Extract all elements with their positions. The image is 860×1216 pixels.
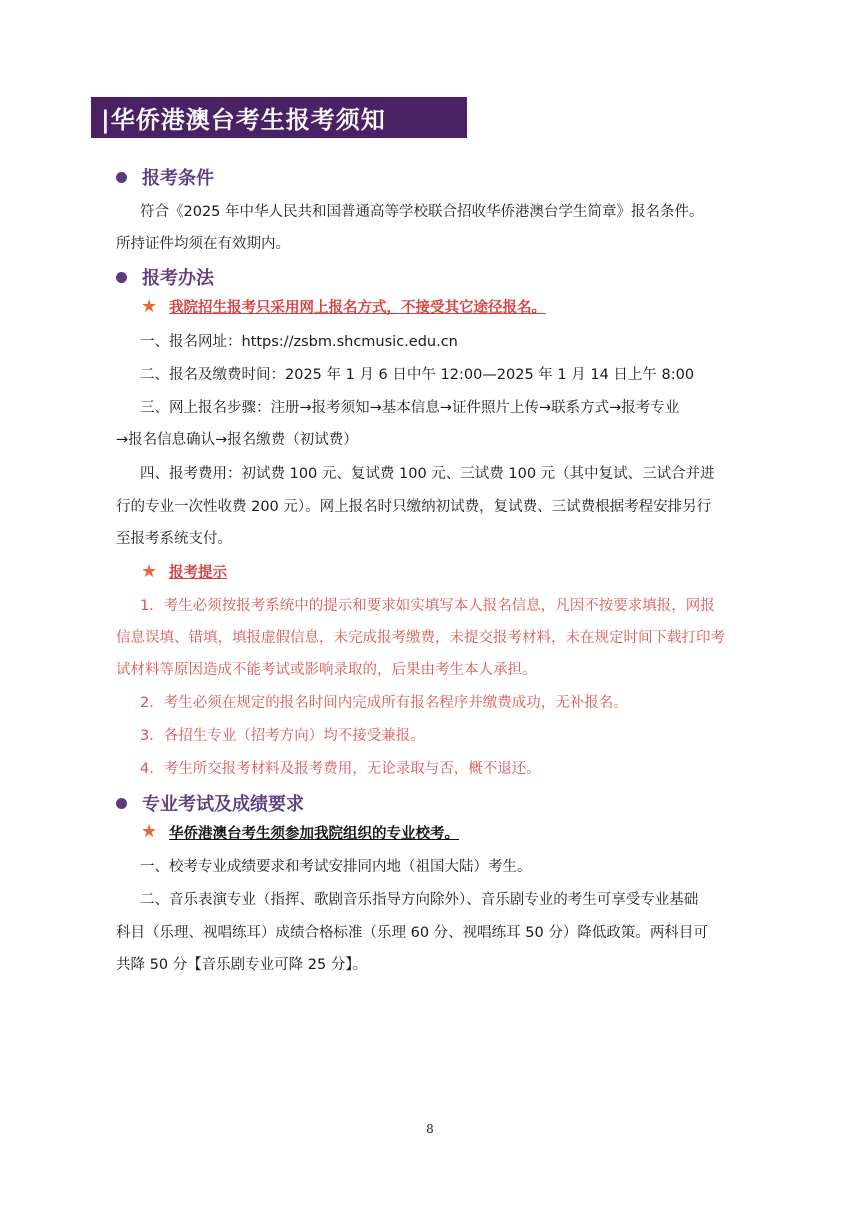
- section-heading-methods: 报考办法: [116, 264, 214, 290]
- paragraph-line: 一、报名网址：https://zsbm.shcmusic.edu.cn: [140, 334, 458, 350]
- paragraph-line: 三、网上报名步骤：注册→报考须知→基本信息→证件照片上传→联系方式→报考专业: [140, 400, 680, 416]
- tip-line: 4．考生所交报考材料及报考费用，无论录取与否，概不退还。: [140, 761, 541, 777]
- star-icon: ★: [141, 821, 158, 842]
- page-title: |华侨港澳台考生报考须知: [101, 106, 386, 134]
- page-number: 8: [426, 1122, 434, 1136]
- tips-title: 报考提示: [169, 565, 227, 581]
- tip-line: 1．考生必须按报考系统中的提示和要求如实填写本人报名信息，凡因不按要求填报，网报: [140, 598, 715, 614]
- tip-line: 试材料等原因造成不能考试或影响录取的，后果由考生本人承担。: [116, 662, 537, 678]
- paragraph-line: 二、报名及缴费时间：2025 年 1 月 6 日中午 12:00—2025 年 1 月 14 日上午 8:00: [140, 367, 695, 383]
- paragraph-line: 行的专业一次性收费 200 元）。网上报名时只缴纳初试费，复试费、三试费根据考程安排另行: [116, 499, 712, 515]
- paragraph-line: 共降 50 分【音乐剧专业可降 25 分】。: [116, 957, 368, 973]
- paragraph-line: 二、音乐表演专业（指挥、歌剧音乐指导方向除外）、音乐剧专业的考生可享受专业基础: [140, 892, 699, 908]
- tip-line: 3．各招生专业（招考方向）均不接受兼报。: [140, 728, 425, 744]
- paragraph-line: →报名信息确认→报名缴费（初试费）: [116, 432, 358, 448]
- page-title-banner: [91, 97, 467, 138]
- paragraph-line: 符合《2025 年中华人民共和国普通高等学校联合招收华侨港澳台学生简章》报名条件。: [140, 204, 704, 220]
- paragraph-line: 四、报考费用：初试费 100 元、复试费 100 元、三试费 100 元（其中复试、三试合并进: [140, 466, 715, 482]
- section-heading-conditions: 报考条件: [116, 164, 214, 190]
- paragraph-line: 至报考系统支付。: [116, 531, 232, 547]
- paragraph-line: 所持证件均须在有效期内。: [116, 236, 290, 252]
- tip-line: 2．考生必须在规定的报名时间内完成所有报名程序并缴费成功，无补报名。: [140, 695, 628, 711]
- paragraph-line: 科目（乐理、视唱练耳）成绩合格标准（乐理 60 分、视唱练耳 50 分）降低政策。两科目可: [116, 925, 708, 941]
- exam-required-note: 华侨港澳台考生须参加我院组织的专业校考。: [169, 826, 459, 842]
- star-icon: ★: [141, 561, 158, 582]
- section-heading-exam: 专业考试及成绩要求: [116, 790, 304, 816]
- bullet-dot-icon: [116, 172, 127, 183]
- online-only-note: 我院招生报考只采用网上报名方式，不接受其它途径报名。: [169, 300, 546, 316]
- bullet-dot-icon: [116, 798, 127, 809]
- bullet-dot-icon: [116, 272, 127, 283]
- star-icon: ★: [141, 296, 158, 317]
- tip-line: 信息误填、错填，填报虚假信息，未完成报考缴费，未提交报考材料，未在规定时间下载打印考: [116, 630, 725, 646]
- paragraph-line: 一、校考专业成绩要求和考试安排同内地（祖国大陆）考生。: [140, 859, 532, 875]
